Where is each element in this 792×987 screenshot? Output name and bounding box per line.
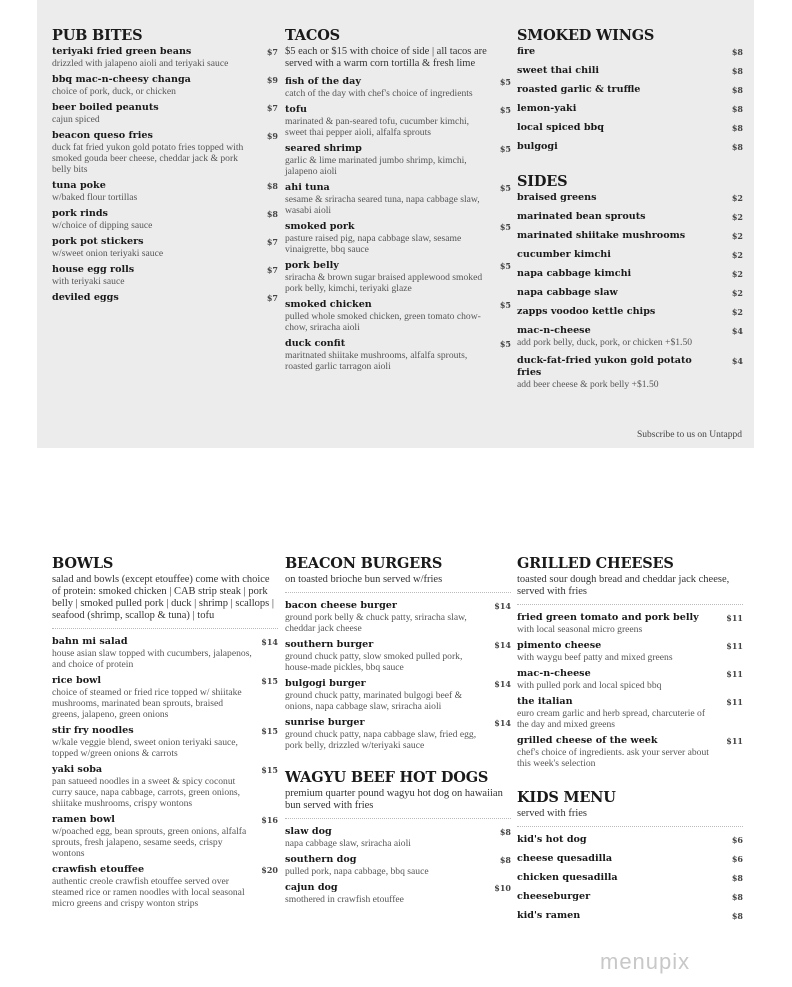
section-title: WAGYU BEEF HOT DOGS xyxy=(285,769,489,786)
menu-item xyxy=(517,287,743,299)
menu-item xyxy=(285,338,511,372)
menu-item-name: duck confit xyxy=(285,338,346,349)
menu-item xyxy=(285,678,511,712)
menu-item-text xyxy=(52,208,252,231)
menu-item-price: $5 xyxy=(499,105,511,115)
menu-item-description: w/choice of dipping sauce xyxy=(52,220,153,231)
menu-item-price: $6 xyxy=(731,854,743,864)
menu-item-text xyxy=(285,338,485,372)
menu-item-description: cajun spiced xyxy=(52,114,100,125)
menu-section-tacos xyxy=(285,27,511,372)
menu-item-price: $5 xyxy=(499,183,511,193)
menu-item-text xyxy=(285,260,485,294)
subscribe-untappd-link[interactable]: Subscribe to us on Untappd xyxy=(636,430,742,440)
menu-item-description: garlic & lime marinated jumbo shrimp, kimchi, jalapeno aioli xyxy=(285,155,467,177)
menu-item-name: duck-fat-fried yukon gold potato fries xyxy=(517,355,692,378)
menu-item-text xyxy=(517,355,717,390)
section-title: TACOS xyxy=(285,27,340,44)
menu-item xyxy=(285,182,511,216)
menu-item-text xyxy=(285,826,485,849)
menu-item xyxy=(517,612,743,635)
menu-item xyxy=(517,46,743,58)
menu-item-price: $2 xyxy=(731,269,743,279)
menu-item-description: napa cabbage slaw, sriracha aioli xyxy=(285,838,411,849)
menu-item-name: bulgogi xyxy=(517,141,558,152)
menu-item xyxy=(52,675,278,720)
menu-item-description: ground chuck patty, slow smoked pulled pork, house-made pickles, bbq sauce xyxy=(285,651,463,673)
menu-item-text xyxy=(285,600,485,634)
menu-item xyxy=(285,221,511,255)
menu-item-description: w/sweet onion teriyaki sauce xyxy=(52,248,164,259)
menu-item-name: local spiced bbq xyxy=(517,122,604,133)
menu-item-name: ahi tuna xyxy=(285,182,330,193)
menu-item-text xyxy=(285,221,485,255)
menu-item-text xyxy=(285,639,485,673)
menu-item-price: $2 xyxy=(731,193,743,203)
menu-item-text xyxy=(285,76,485,99)
menu-item xyxy=(285,882,511,905)
menu-item-price: $11 xyxy=(726,736,743,746)
menu-item-description: pasture raised pig, napa cabbage slaw, sesame vinaigrette, bbq sauce xyxy=(285,233,462,255)
menu-item-price: $8 xyxy=(731,66,743,76)
menu-item-text xyxy=(52,236,252,259)
menu-item-text xyxy=(517,268,717,280)
menu-item-price: $7 xyxy=(266,47,278,57)
menu-item-text xyxy=(285,143,485,177)
menu-item-price: $8 xyxy=(731,104,743,114)
top-column-3 xyxy=(517,27,743,408)
menu-item-name: lemon-yaki xyxy=(517,103,577,114)
menu-item-description: add pork belly, duck, pork, or chicken +$1.50 xyxy=(517,337,693,348)
menu-item-description: pulled whole smoked chicken, green tomato chow-chow, sriracha aioli xyxy=(285,311,481,333)
menu-item-name: crawfish etouffee xyxy=(52,864,145,875)
bottom-column-3 xyxy=(517,555,743,940)
menu-item xyxy=(52,764,278,809)
menu-item xyxy=(517,668,743,691)
menu-item-name: fire xyxy=(517,46,536,57)
menu-item-price: $8 xyxy=(731,911,743,921)
menu-item-price: $8 xyxy=(731,85,743,95)
menu-item-price: $8 xyxy=(499,855,511,865)
menu-item xyxy=(52,636,278,670)
menu-item-description: with local seasonal micro greens xyxy=(517,624,643,635)
menu-item-name: slaw dog xyxy=(285,826,332,837)
menu-item-price: $4 xyxy=(731,356,743,366)
menu-item xyxy=(285,104,511,138)
menu-item xyxy=(517,211,743,223)
menu-item-description: euro cream garlic and herb spread, charcuterie of the day and mixed greens xyxy=(517,708,706,730)
menu-item-text xyxy=(517,668,717,691)
section-divider xyxy=(517,604,743,605)
menu-item-description: smothered in crawfish etouffee xyxy=(285,894,404,905)
menu-item xyxy=(52,264,278,287)
menu-item-price: $5 xyxy=(499,144,511,154)
menu-item-name: rice bowl xyxy=(52,675,101,686)
menu-item xyxy=(517,65,743,77)
menu-item-name: smoked chicken xyxy=(285,299,372,310)
menu-item-text xyxy=(517,834,717,846)
section-intro: served with fries xyxy=(517,808,587,819)
menu-item-description: pan satueed noodles in a sweet & spicy coconut curry sauce, napa cabbage, carrots, green onions, shiitake mushrooms, crispy wontons xyxy=(52,776,241,809)
menu-item-text xyxy=(52,725,252,759)
menu-item-name: teriyaki fried green beans xyxy=(52,46,192,57)
menu-item-name: yaki soba xyxy=(52,764,103,775)
section-title: SIDES xyxy=(517,173,568,190)
menu-item-description: with waygu beef patty and mixed greens xyxy=(517,652,673,663)
menu-item-description: with pulled pork and local spiced bbq xyxy=(517,680,662,691)
menu-item-price: $7 xyxy=(266,103,278,113)
menu-item-name: stir fry noodles xyxy=(52,725,134,736)
menu-item xyxy=(52,130,278,175)
menu-item-name: beer boiled peanuts xyxy=(52,102,159,113)
menu-item-text xyxy=(52,675,252,720)
menu-item-description: with teriyaki sauce xyxy=(52,276,125,287)
menu-item-price: $9 xyxy=(266,75,278,85)
menu-item xyxy=(517,325,743,348)
menu-item-text xyxy=(517,230,717,242)
menu-item-price: $7 xyxy=(266,293,278,303)
menu-item-name: seared shrimp xyxy=(285,143,362,154)
menu-item-text xyxy=(52,46,252,69)
menu-item-name: cucumber kimchi xyxy=(517,249,611,260)
menu-item-price: $10 xyxy=(494,883,511,893)
menu-item xyxy=(52,814,278,859)
menu-item-name: marinated bean sprouts xyxy=(517,211,646,222)
menu-item xyxy=(52,236,278,259)
menu-item-name: smoked pork xyxy=(285,221,355,232)
menu-item xyxy=(52,208,278,231)
menu-item-name: cajun dog xyxy=(285,882,338,893)
menu-item xyxy=(52,180,278,203)
menu-item-name: pork rinds xyxy=(52,208,108,219)
menu-item-name: fried green tomato and pork belly xyxy=(517,612,699,623)
section-title: BOWLS xyxy=(52,555,114,572)
menu-item-name: the italian xyxy=(517,696,573,707)
menu-item-price: $11 xyxy=(726,669,743,679)
menu-item-name: southern burger xyxy=(285,639,374,650)
menu-item xyxy=(517,640,743,663)
menu-item-description: w/poached egg, bean sprouts, green onions, alfalfa sprouts, fresh jalapeno, sesame seeds, crispy wontons xyxy=(52,826,247,859)
menu-item-name: pork pot stickers xyxy=(52,236,144,247)
menu-item xyxy=(517,355,743,390)
menu-item-text xyxy=(517,306,717,318)
menu-item-name: grilled cheese of the week xyxy=(517,735,658,746)
menu-item-price: $2 xyxy=(731,307,743,317)
menu-item xyxy=(517,192,743,204)
menu-item-text xyxy=(517,910,717,922)
menu-item-name: zapps voodoo kettle chips xyxy=(517,306,656,317)
menu-item-text xyxy=(285,854,485,877)
menu-item-price: $5 xyxy=(499,300,511,310)
section-divider xyxy=(52,628,278,629)
menu-item-text xyxy=(52,636,252,670)
menu-item-text xyxy=(52,180,252,203)
menu-item xyxy=(52,102,278,125)
menu-item-text xyxy=(517,325,717,348)
menu-item xyxy=(517,891,743,903)
menu-item xyxy=(517,268,743,280)
menu-section-bowls xyxy=(52,555,278,909)
menu-item-price: $2 xyxy=(731,288,743,298)
menu-item-text xyxy=(517,65,717,77)
menu-section-wagyu-beef-hot-dogs xyxy=(285,769,511,905)
menu-item-name: mac-n-cheese xyxy=(517,668,591,679)
menu-item-price: $14 xyxy=(494,640,511,650)
menu-item-description: catch of the day with chef's choice of ingredients xyxy=(285,88,473,99)
menu-item-text xyxy=(517,122,717,134)
top-column-2 xyxy=(285,27,511,390)
menu-item-text xyxy=(285,717,485,751)
menu-section-sides xyxy=(517,173,743,390)
menu-item-price: $14 xyxy=(261,637,278,647)
menu-item-text xyxy=(52,102,252,125)
menu-item-name: sunrise burger xyxy=(285,717,365,728)
top-column-1 xyxy=(52,27,278,322)
menu-item-price: $2 xyxy=(731,250,743,260)
menu-item-name: ramen bowl xyxy=(52,814,115,825)
menu-item-text xyxy=(517,696,717,730)
menu-item-description: pulled pork, napa cabbage, bbq sauce xyxy=(285,866,429,877)
section-intro: premium quarter pound wagyu hot dog on hawaiian bun served with fries xyxy=(285,788,503,811)
menupix-watermark: menupix xyxy=(600,949,691,974)
menu-item-price: $8 xyxy=(266,181,278,191)
menu-item-description: w/kale veggie blend, sweet onion teriyaki sauce, topped w/green onions & carrots xyxy=(52,737,238,759)
menu-item-text xyxy=(52,864,252,909)
menu-item-text xyxy=(517,103,717,115)
menu-item-price: $6 xyxy=(731,835,743,845)
menu-item-price: $8 xyxy=(731,142,743,152)
menu-item-text xyxy=(52,814,252,859)
menu-item-description: sesame & sriracha seared tuna, napa cabbage slaw, wasabi aioli xyxy=(285,194,480,216)
menu-item-price: $8 xyxy=(731,47,743,57)
menu-item-description: duck fat fried yukon gold potato fries topped with smoked gouda beer cheese, cheddar jack & pork belly bits xyxy=(52,142,244,175)
section-intro: on toasted brioche bun served w/fries xyxy=(285,574,443,585)
menu-item-text xyxy=(52,264,252,287)
menu-item-text xyxy=(517,640,717,663)
menu-item-price: $20 xyxy=(261,865,278,875)
menu-item xyxy=(517,84,743,96)
menu-item-price: $14 xyxy=(494,601,511,611)
menu-item-price: $5 xyxy=(499,222,511,232)
menu-item-name: cheeseburger xyxy=(517,891,591,902)
menu-item-name: kid's ramen xyxy=(517,910,581,921)
menu-item-text xyxy=(285,104,485,138)
menu-item-description: chef's choice of ingredients. ask your server about this week's selection xyxy=(517,747,709,769)
section-title: GRILLED CHEESES xyxy=(517,555,674,572)
menu-section-beacon-burgers xyxy=(285,555,511,751)
menu-item xyxy=(52,864,278,909)
menu-item-price: $4 xyxy=(731,326,743,336)
menu-item-text xyxy=(52,292,252,304)
menu-item-price: $8 xyxy=(731,123,743,133)
menu-section-kids-menu xyxy=(517,789,743,922)
menu-item xyxy=(285,639,511,673)
menu-item-name: marinated shiitake mushrooms xyxy=(517,230,686,241)
menu-item-text xyxy=(517,287,717,299)
bottom-column-1 xyxy=(52,555,278,927)
menu-item-text xyxy=(285,299,485,333)
menu-item xyxy=(52,46,278,69)
menu-item xyxy=(52,292,278,304)
menu-section-pub-bites xyxy=(52,27,278,304)
menu-item-price: $5 xyxy=(499,77,511,87)
menu-item-text xyxy=(517,84,717,96)
menu-item-name: mac-n-cheese xyxy=(517,325,591,336)
menu-item-name: deviled eggs xyxy=(52,292,119,303)
menu-item-price: $11 xyxy=(726,697,743,707)
menu-item xyxy=(517,230,743,242)
menu-item-description: house asian slaw topped with cucumbers, jalapenos, and choice of protein xyxy=(52,648,252,670)
menu-item-description: w/baked flour tortillas xyxy=(52,192,138,203)
menu-item-name: beacon queso fries xyxy=(52,130,153,141)
menu-item xyxy=(517,696,743,730)
menu-item-text xyxy=(517,249,717,261)
menu-item xyxy=(517,872,743,884)
menu-item-name: tofu xyxy=(285,104,307,115)
section-intro: salad and bowls (except etouffee) come with choice of protein: smoked chicken | CAB strip steak | pork belly | smoked pulled pork | duck | shrimp | scallops | seafood (shrimp, scallop & tuna) | tofu xyxy=(52,574,274,621)
menu-item-price: $7 xyxy=(266,265,278,275)
menu-item-price: $11 xyxy=(726,613,743,623)
menu-item-name: sweet thai chili xyxy=(517,65,599,76)
section-title: KIDS MENU xyxy=(517,789,616,806)
menu-item xyxy=(517,141,743,153)
menu-item-price: $8 xyxy=(499,827,511,837)
menu-item xyxy=(285,717,511,751)
menu-item-text xyxy=(517,735,717,769)
menu-item-text xyxy=(517,853,717,865)
menu-item xyxy=(285,260,511,294)
menu-item xyxy=(517,122,743,134)
menu-item-name: braised greens xyxy=(517,192,597,203)
menu-item-price: $2 xyxy=(731,212,743,222)
menu-item-name: cheese quesadilla xyxy=(517,853,613,864)
menu-item xyxy=(285,826,511,849)
section-title: SMOKED WINGS xyxy=(517,27,655,44)
menu-item-text xyxy=(285,182,485,216)
menu-item-description: marinated & pan-seared tofu, cucumber kimchi, sweet thai pepper aioli, alfalfa sprouts xyxy=(285,116,470,138)
menu-item-price: $15 xyxy=(261,676,278,686)
menu-item-price: $14 xyxy=(494,718,511,728)
menu-item-text xyxy=(517,891,717,903)
menu-item-name: bulgogi burger xyxy=(285,678,366,689)
menu-item-text xyxy=(285,882,485,905)
section-intro: toasted sour dough bread and cheddar jack cheese, served with fries xyxy=(517,574,730,597)
menu-item-text xyxy=(517,141,717,153)
menu-item xyxy=(517,834,743,846)
menu-item-price: $5 xyxy=(499,339,511,349)
menu-item-price: $15 xyxy=(261,726,278,736)
menu-item-name: bahn mi salad xyxy=(52,636,128,647)
menu-item-name: tuna poke xyxy=(52,180,106,191)
section-divider xyxy=(517,826,743,827)
menu-item xyxy=(52,725,278,759)
menu-item-name: bacon cheese burger xyxy=(285,600,397,611)
menu-item-name: chicken quesadilla xyxy=(517,872,618,883)
menu-item-text xyxy=(517,46,717,58)
menu-item-name: pork belly xyxy=(285,260,339,271)
menu-item-description: drizzled with jalapeno aioli and teriyaki sauce xyxy=(52,58,229,69)
menu-item-price: $14 xyxy=(494,679,511,689)
menu-item-description: ground pork belly & chuck patty, sriracha slaw, cheddar jack cheese xyxy=(285,612,467,634)
section-divider xyxy=(285,592,511,593)
menu-item-price: $8 xyxy=(731,892,743,902)
section-title: BEACON BURGERS xyxy=(285,555,443,572)
section-title: PUB BITES xyxy=(52,27,143,44)
menu-item-name: house egg rolls xyxy=(52,264,135,275)
menu-item-text xyxy=(285,678,485,712)
menu-item-text xyxy=(52,764,252,809)
menu-item-description: authentic creole crawfish etouffee served over steamed rice or ramen noodles with local seasonal micro greens and crispy wonton strips xyxy=(52,876,245,909)
menu-item xyxy=(52,74,278,97)
menu-item-description: choice of steamed or fried rice topped w/ shiitake mushrooms, marinated bean sprouts, braised greens, jalapeno, green onions xyxy=(52,687,242,720)
menu-section-grilled-cheeses xyxy=(517,555,743,769)
section-intro: $5 each or $15 with choice of side | all tacos are served with a warm corn tortilla & fresh lime xyxy=(285,46,487,69)
menu-item-name: southern dog xyxy=(285,854,357,865)
menu-item-description: add beer cheese & pork belly +$1.50 xyxy=(517,379,659,390)
menu-item xyxy=(517,103,743,115)
menu-item-price: $11 xyxy=(726,641,743,651)
menu-item xyxy=(285,143,511,177)
bottom-column-2 xyxy=(285,555,511,923)
menu-item-name: roasted garlic & truffle xyxy=(517,84,641,95)
menu-item-price: $15 xyxy=(261,765,278,775)
menu-item xyxy=(517,853,743,865)
menu-item-price: $2 xyxy=(731,231,743,241)
menu-item-text xyxy=(52,130,252,175)
menu-item-text xyxy=(52,74,252,97)
menu-section-smoked-wings xyxy=(517,27,743,153)
menu-item-description: choice of pork, duck, or chicken xyxy=(52,86,176,97)
menu-item-name: kid's hot dog xyxy=(517,834,587,845)
menu-item-name: bbq mac-n-cheesy changa xyxy=(52,74,191,85)
menu-item-price: $7 xyxy=(266,237,278,247)
menu-item-description: maritnated shiitake mushrooms, alfalfa sprouts, roasted garlic tarragon aioli xyxy=(285,350,468,372)
menu-item-price: $9 xyxy=(266,131,278,141)
menu-item xyxy=(517,735,743,769)
menu-item xyxy=(285,854,511,877)
menu-item-name: fish of the day xyxy=(285,76,361,87)
menu-item xyxy=(517,306,743,318)
menu-item xyxy=(517,249,743,261)
menu-item-name: pimento cheese xyxy=(517,640,602,651)
menu-item xyxy=(517,910,743,922)
menu-item-price: $8 xyxy=(266,209,278,219)
menu-item-description: sriracha & brown sugar braised applewood smoked pork belly, kimchi, teriyaki glaze xyxy=(285,272,483,294)
menu-item-text xyxy=(517,192,717,204)
menu-item-name: napa cabbage kimchi xyxy=(517,268,632,279)
menu-item-price: $5 xyxy=(499,261,511,271)
menu-item xyxy=(285,299,511,333)
menu-item xyxy=(285,600,511,634)
menu-item-price: $16 xyxy=(261,815,278,825)
menu-item xyxy=(285,76,511,99)
menu-item-text xyxy=(517,211,717,223)
menu-item-price: $8 xyxy=(731,873,743,883)
menu-item-description: ground chuck patty, napa cabbage slaw, fried egg, pork belly, drizzled w/teriyaki sauce xyxy=(285,729,477,751)
menu-item-description: ground chuck patty, marinated bulgogi beef & onions, napa cabbage slaw, sriracha aioli xyxy=(285,690,463,712)
menu-item-text xyxy=(517,872,717,884)
menu-item-name: napa cabbage slaw xyxy=(517,287,618,298)
section-divider xyxy=(285,818,511,819)
menu-item-text xyxy=(517,612,717,635)
